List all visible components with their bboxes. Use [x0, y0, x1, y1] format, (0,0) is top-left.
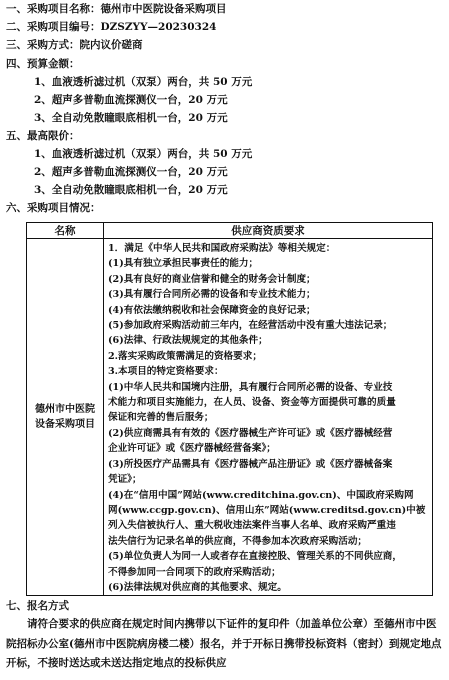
requirement-line: 企业许可证》或《医疗器械经营备案》； [108, 443, 276, 455]
requirement-line: 2.落实采购政策需满足的资格要求； [108, 350, 262, 362]
requirement-line: (1)具有独立承担民事责任的能力； [108, 258, 259, 270]
project-number-value: DZSZYY—20230324 [100, 21, 217, 33]
requirement-line: (1)中华人民共和国境内注册，具有履行合同所必需的设备、专业技 [108, 381, 393, 393]
requirements-cell [104, 239, 433, 596]
table-row [27, 239, 433, 596]
section-6-label: 六、采购项目情况： [6, 202, 101, 214]
project-name-value: 德州市中医院设备采购项目 [100, 3, 227, 15]
requirement-line: 3.本项目的特定资格要求： [108, 366, 224, 378]
header-name: 名称 [27, 223, 104, 239]
requirement-line: (5)参加政府采购活动前三年内，在经营活动中没有重大违法记录； [108, 320, 393, 332]
requirement-line: (5)单位负责人为同一人或者存在直接控股、管理关系的不同供应商， [108, 551, 402, 563]
requirement-line: 保证和完善的售后服务； [108, 412, 214, 424]
requirement-line: (4)有依法缴纳税收和社会保障资金的良好记录； [108, 304, 316, 316]
budget-item-2: 2、超声多普勒血流探测仪一台，20 万元 [34, 94, 228, 106]
requirement-line: (4)在“信用中国”网站(www.creditchina.gov.cn)、中国政府采购网 [108, 489, 414, 501]
project-name-cell [27, 239, 104, 596]
max-price-item-1: 1、血液透析滤过机（双泵）两台，共 50 万元 [34, 148, 253, 160]
requirement-line: (2)供应商需具有有效的《医疗器械生产许可证》或《医疗器械经营 [108, 427, 393, 439]
requirement-line: (2)具有良好的商业信誉和健全的财务会计制度； [108, 273, 316, 285]
budget-item-3: 3、全自动免散瞳眼底相机一台，20 万元 [34, 112, 228, 124]
requirement-line: 凭证》； [108, 474, 142, 486]
registration-paragraph [6, 615, 443, 674]
section-4-label: 四、预算金额： [6, 58, 80, 70]
requirement-line: (6)法律法规对供应商的其他要求、规定。 [108, 581, 287, 593]
budget-item-1: 1、血液透析滤过机（双泵）两台，共 50 万元 [34, 76, 253, 88]
section-3 [6, 37, 143, 53]
max-price-item-3: 3、全自动免散瞳眼底相机一台，20 万元 [34, 184, 228, 196]
requirement-line: (3)所投医疗产品需具有《医疗器械产品注册证》或《医疗器械备案 [108, 458, 393, 470]
table-header-row [27, 223, 433, 239]
qualification-table [26, 222, 433, 596]
registration-text: 请符合要求的供应商在规定时间内携带以下证件的复印件（加盖单位公章）至德州市中医院招标办公室(德州市中医院病房楼二楼）报名，并于开标日携带投标资料（密封）到规定地点开标，不接时送达或未送达指定地点的投标供应 [6, 618, 442, 669]
procurement-method-value: 院内议价磋商 [79, 39, 143, 51]
section-5-label: 五、最高限价： [6, 130, 80, 142]
section-2-label: 二、采购项目编号： [6, 21, 101, 33]
requirement-line: (3)具有履行合同所必需的设备和专业技术能力； [108, 289, 316, 301]
project-name-line-1: 德州市中医院 [35, 404, 95, 416]
requirement-line: 不得参加同一合同项下的政府采购活动； [108, 566, 281, 578]
section-3-label: 三、采购方式： [6, 39, 80, 51]
requirement-line: 1．满足《中华人民共和国政府采购法》等相关规定： [108, 243, 336, 254]
section-7-label: 七、报名方式 [6, 600, 69, 612]
section-2 [6, 19, 216, 35]
max-price-item-2: 2、超声多普勒血流探测仪一台，20 万元 [34, 166, 228, 178]
requirement-line: 列入失信被执行人、重大税收违法案件当事人名单、政府采购严重违 [108, 520, 396, 532]
requirement-line: 术能力和项目实施能力，在人员、设备、资金等方面提供可靠的质量 [108, 397, 396, 409]
requirement-line: 网(www.ccgp.gov.cn)、信用山东”网站(www.creditsd.gov.cn)中被 [108, 504, 426, 516]
section-1-label: 一、采购项目名称： [6, 3, 101, 15]
requirement-line: (6)法律、行政法规规定的其他条件； [108, 335, 268, 347]
requirement-line: 法失信行为记录名单的供应商，不得参加本次政府采购活动； [108, 535, 368, 547]
project-name-line-2: 设备采购项目 [35, 419, 95, 431]
header-requirements: 供应商资质要求 [104, 223, 433, 239]
section-1 [6, 1, 227, 17]
